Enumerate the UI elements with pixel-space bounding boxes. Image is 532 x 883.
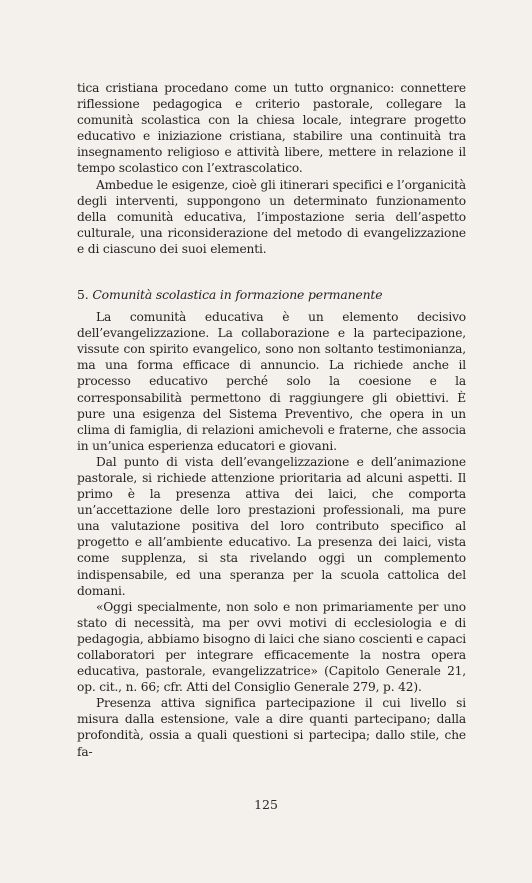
section-heading xyxy=(77,287,466,303)
page-number: 125 xyxy=(254,797,278,812)
paragraph: La comunità educativa è un elemento decisivo dell’evangelizzazione. La collaborazione e la partecipazione, vissute con spirito evangelico, sono non soltanto testimonianza, ma una forma efficace di annuncio. La richiede anche il processo educativo perché solo la coesione e la corresponsabilità permettono di raggiungere gli obiettivi. È pure una esigenza del Sistema Preventivo, che opera in un clima di famiglia, di relazioni amichevoli e fraterne, che associa in un’unica esperienza educatori e giovani. xyxy=(77,310,466,453)
section-title: Comunità scolastica in formazione permanente xyxy=(92,287,383,303)
quotation-paragraph: «Oggi specialmente, non solo e non primariamente per uno stato di necessità, ma per ovvi motivi di ecclesiologia e di pedagogia, abbiamo bisogno di laici che siano coscienti e capaci collaboratori per integrare efficacemente la nostra opera educativa, pastorale, evangelizzatrice» (Capitolo Generale 21, op. cit., n. 66; cfr. Atti del Consiglio Generale 279, p. 42). xyxy=(77,599,466,695)
paragraph: Ambedue le esigenze, cioè gli itinerari specifici e l’organicità degli interventi, suppongono un determinato funzionamento della comunità educativa, l’impostazione seria dell’aspetto culturale, una riconsiderazione del metodo di evangelizzazione e di ciascuno dei suoi elementi. xyxy=(77,177,466,256)
paragraph: Dal punto di vista dell’evangelizzazione e dell’animazione pastorale, si richiede attenzione prioritaria ad alcuni aspetti. Il primo è la presenza attiva dei laici, che comporta un’accettazione delle loro prestazioni professionali, ma pure una valutazione positiva del loro contributo specifico al progetto e all’ambiente educativo. La presenza dei laici, vista come supplenza, si sta rivelando oggi un complemento indispensabile, ed una speranza per la scuola cattolica del domani. xyxy=(77,454,466,598)
paragraph: Presenza attiva significa partecipazione il cui livello si misura dalla estensione, vale a dire quanti partecipano; dalla profondità, ossia a quali questioni si partecipa; dallo stile, che fa- xyxy=(77,696,466,759)
section-number: 5. xyxy=(77,287,89,303)
paragraph-continuation: tica cristiana procedano come un tutto orgnanico: connettere riflessione pedagogica e criterio pastorale, collegare la comunità scolastica con la chiesa locale, integrare progetto educativo e iniziazione cristiana, stabilire una continuità tra insegnamento religioso e attività libere, mettere in relazione il tempo scolastico con l’extrascolatico. xyxy=(77,81,466,176)
body-text xyxy=(77,80,466,760)
